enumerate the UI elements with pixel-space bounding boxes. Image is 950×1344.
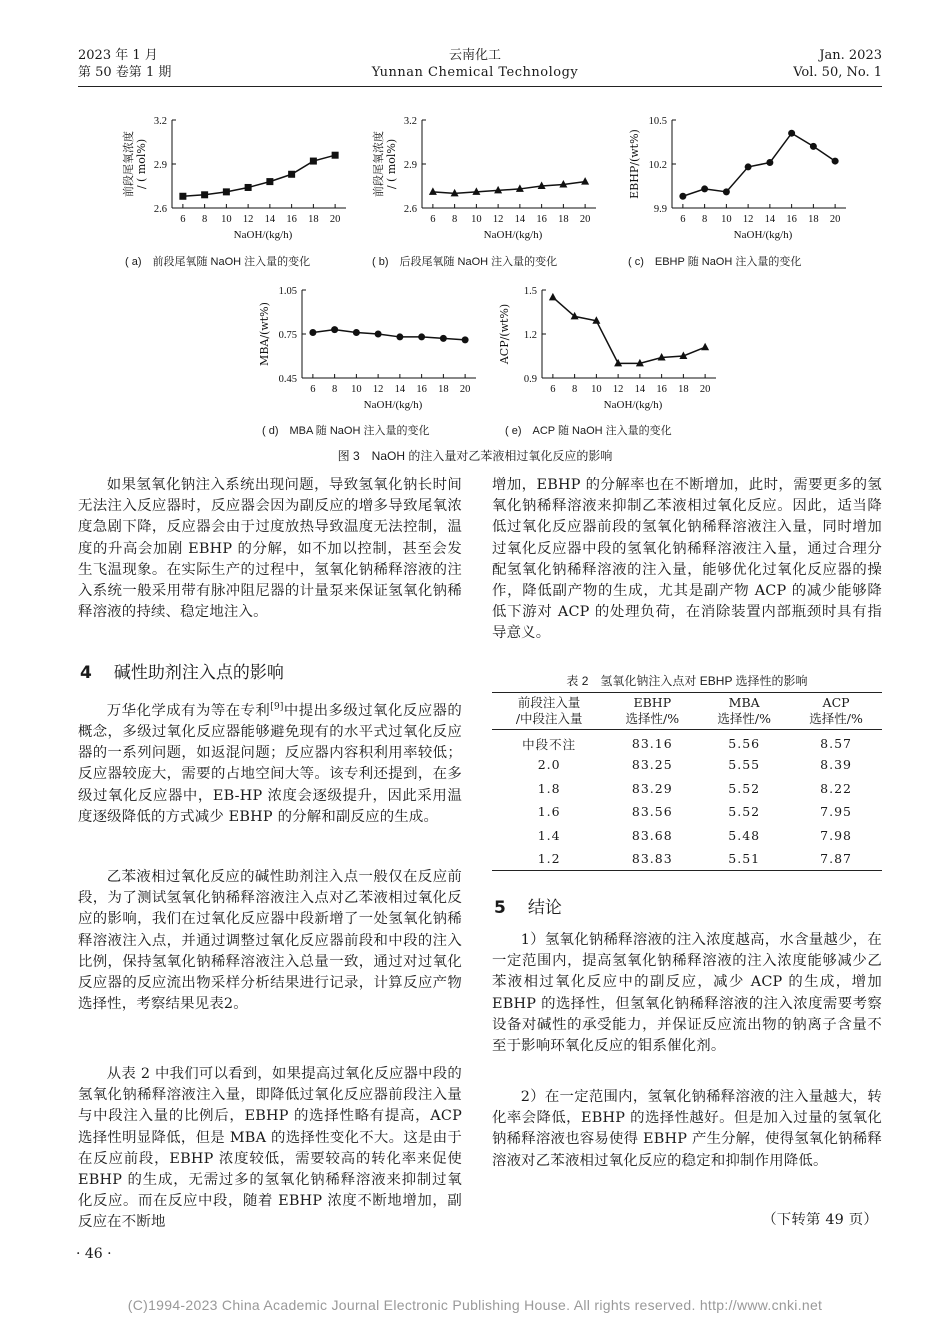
y-tick-label: 3.2 — [403, 116, 417, 127]
header-text: 选择性/% — [809, 711, 863, 726]
x-tick-label: 16 — [286, 214, 297, 225]
table-cell: 83.25 — [631, 757, 673, 773]
data-point — [266, 178, 273, 185]
table-row — [492, 847, 882, 871]
header-text: /中段注入量 — [515, 711, 583, 726]
chart-panel-e — [480, 280, 730, 420]
y-tick-label: 10.5 — [648, 116, 667, 127]
table-cell: 2.0 — [537, 757, 561, 773]
y-axis-label: MBA/(wt%) — [258, 302, 271, 366]
table-cell: 7.98 — [820, 827, 852, 843]
left-paragraph-2-rest: 中提出多级过氧化反应器的概念，多级过氧化反应器能够避免现有的水平式过氧化反应器的一系列问题，如返混问题；反应器内容积利用率较低；反应器较庞大，需要的占地空间大等。该专利还提到，在多级过氧化反应器中，EB-HP 浓度会逐级提升，因此采用温度逐级降低的方式减少 EBHP 的分解和副反应的生成。 — [78, 702, 463, 825]
x-tick-label: 18 — [678, 384, 689, 395]
left-paragraph-3: 乙苯液相过氧化反应的碱性助剂注入点一般仅在反应前段，为了测试氢氧化钠稀释溶液注入点对乙苯液相过氧化反应的影响，我们在过氧化反应器中段新增了一处氢氧化钠稀释溶液注入点，并通过调整过氧化反应器前段和中段的注入比例，保持氢氧化钠稀释溶液注入总量一致，通过对过氧化反应器的反应流出物采样分析结果进行记录，计算反应产物选择性，考察结果见表2。 — [78, 869, 462, 1013]
x-tick-label: 6 — [430, 214, 436, 225]
x-tick-label: 10 — [221, 214, 232, 225]
data-point — [332, 152, 339, 159]
table-cell: 7.87 — [790, 847, 882, 871]
table-cell: 中段不注 — [522, 736, 577, 752]
data-point — [832, 158, 839, 165]
chart-panel-b — [360, 110, 610, 250]
y-tick-label: 1.05 — [278, 286, 297, 297]
chart-a-svg — [110, 110, 360, 250]
right-paragraph-3: 2）在一定范围内，氢氧化钠稀释溶液的注入量越大，转化率会降低，EBHP 的选择性越好。但是加入过量的氢氧化钠稀释溶液也容易使得 EBHP 产生分解，使得氢氧化钠稀释溶液对乙苯液相过氧化反应的稳定和抑制作用降低。 — [492, 1089, 882, 1169]
x-tick-label: 16 — [786, 214, 797, 225]
x-tick-label: 20 — [829, 214, 841, 225]
left-paragraph-4: 从表 2 中我们可以看到，如果提高过氧化反应器中段的氢氧化钠稀释溶液注入量，即降低过氧化反应器前段注入量与中段注入量的比例后，EBHP 的选择性略有提高，ACP 选择性明显降低，但是 MBA 的选择性变化不大。这是由于在反应前段，EBHP 浓度较低，需要较高的转化率来促使 EBHP 的生成，无需过多的氢氧化钠稀释溶液来抑制过氧化反应。而在反应中段，随着 EBHP 浓度不断地增加，副反应在不断地 — [78, 1066, 462, 1231]
section-4-heading — [80, 658, 284, 683]
table-cell: 5.51 — [698, 847, 790, 871]
left-paragraph-2-text: 万华化学成有为等在专利 — [106, 702, 271, 719]
y-tick-label: 0.75 — [278, 330, 297, 341]
subcaption-e: ( e) ACP 随 NaOH 注入量的变化 — [505, 425, 672, 437]
x-axis-label: NaOH/(kg/h) — [483, 229, 543, 241]
figure-caption: 图 3 NaOH 的注入量对乙苯液相过氧化反应的影响 — [337, 449, 613, 463]
data-point — [701, 343, 709, 351]
x-axis-label: NaOH/(kg/h) — [603, 399, 663, 411]
x-tick-label: 10 — [721, 214, 732, 225]
header-date-en — [793, 47, 882, 81]
data-point — [679, 193, 686, 200]
y-tick-label: 1.2 — [523, 330, 537, 341]
chart-d-svg — [240, 280, 490, 420]
y-tick-label: 0.45 — [278, 374, 297, 385]
subcaption-a: ( a) 前段尾氧随 NaOH 注入量的变化 — [125, 256, 311, 268]
header-rule — [78, 86, 882, 87]
table-row — [492, 800, 882, 824]
data-point — [331, 326, 338, 333]
x-tick-label: 16 — [656, 384, 667, 395]
selectivity-table — [492, 692, 882, 871]
x-tick-label: 14 — [394, 384, 406, 395]
table-cell: 1.8 — [537, 780, 561, 796]
header-volume-cn: 第 50 卷第 1 期 — [78, 65, 172, 80]
data-point — [201, 191, 208, 198]
section-5-number: 5 — [494, 898, 506, 918]
header-month-en: Jan. 2023 — [819, 48, 882, 63]
subcaption-b: ( b) 后段尾氧随 NaOH 注入量的变化 — [372, 256, 558, 268]
table-header-mba — [698, 693, 790, 730]
data-point — [581, 177, 589, 185]
table-cell: 5.52 — [728, 780, 761, 796]
header-text: 选择性/% — [625, 711, 680, 726]
section-4-title: 碱性助剂注入点的影响 — [113, 663, 284, 683]
x-tick-label: 12 — [372, 384, 384, 395]
y-axis-label: 前段尾氧浓度 — [122, 131, 135, 197]
table-caption: 表 2 氢氧化钠注入点对 EBHP 选择性的影响 — [566, 674, 808, 688]
x-tick-label: 14 — [764, 214, 776, 225]
table-cell: 83.83 — [606, 847, 698, 871]
table-cell: 1.4 — [537, 827, 561, 843]
y-axis-label: ACP/(wt%) — [498, 303, 511, 365]
citation-ref: [9] — [270, 702, 284, 712]
x-tick-label: 8 — [572, 384, 578, 395]
table-header-acp — [790, 693, 882, 730]
right-paragraph-2: 1）氢氧化钠稀释溶液的注入浓度越高，水含量越少，在一定范围内，提高氢氧化钠稀释溶液的注入浓度能够减少乙苯液相过氧化反应中的副反应，减少 ACP 的生成，增加 EBHP 的选择性，但氢氧化钠稀释溶液的注入浓度需要考察设备对碱性的承受能力，并保证反应流出物的钠离子含量不至于影响环氧化反应的钼系催化剂。 — [492, 932, 882, 1055]
chart-b-svg — [360, 110, 610, 250]
data-point — [179, 193, 186, 200]
subcaption-c: ( c) EBHP 随 NaOH 注入量的变化 — [628, 256, 802, 268]
x-tick-label: 6 — [680, 214, 686, 225]
table-cell: 5.48 — [728, 827, 761, 843]
data-point — [375, 331, 382, 338]
x-tick-label: 14 — [514, 214, 526, 225]
header-date-cn: 2023 年 1 月 — [78, 48, 158, 63]
section-4-number: 4 — [80, 663, 92, 683]
table-header-ebhp — [606, 693, 698, 730]
data-point — [723, 188, 730, 195]
journal-name-en: Yunnan Chemical Technology — [371, 65, 579, 80]
right-paragraph-1: 增加，EBHP 的分解率也在不断增加，此时，需要更多的氢氧化钠稀释溶液来抑制乙苯液相过氧化反应。因此，适当降低过氧化反应器前段的氢氧化钠稀释溶液注入量，同时增加过氧化反应器中段的氢氧化钠稀释溶液注入量，通过合理分配氢氧化钠稀释溶液的注入量，能够优化过氧化反应器的操作，降低副产物的生成，尤其是副产物 ACP 的减少能够降低下游对 ACP 的处理负荷，在消除装置内部瓶颈时具有指导意义。 — [492, 477, 882, 642]
x-tick-label: 12 — [492, 214, 504, 225]
chart-panel-d — [240, 280, 490, 420]
x-tick-label: 8 — [332, 384, 338, 395]
data-point — [353, 329, 360, 336]
x-tick-label: 18 — [808, 214, 819, 225]
header-text: 选择性/% — [717, 711, 771, 726]
x-axis-label: NaOH/(kg/h) — [733, 229, 793, 241]
x-tick-label: 8 — [452, 214, 458, 225]
section-5-heading — [494, 893, 562, 918]
x-tick-label: 12 — [612, 384, 624, 395]
y-tick-label: 2.9 — [153, 160, 167, 171]
x-tick-label: 16 — [536, 214, 547, 225]
x-tick-label: 20 — [579, 214, 591, 225]
y-axis-label: 前段尾氧浓度 — [372, 131, 385, 197]
header-text: ACP — [822, 695, 850, 710]
header-text: MBA — [728, 695, 760, 710]
table-cell: 7.95 — [820, 804, 852, 820]
y-tick-label: 9.9 — [653, 204, 667, 215]
journal-name-cn: 云南化工 — [448, 48, 501, 63]
table-cell: 83.68 — [631, 827, 673, 843]
x-tick-label: 12 — [242, 214, 254, 225]
y-tick-label: 0.9 — [523, 374, 537, 385]
x-tick-label: 20 — [459, 384, 471, 395]
x-tick-label: 8 — [702, 214, 708, 225]
x-tick-label: 18 — [308, 214, 319, 225]
copyright-footer: (C)1994-2023 China Academic Journal Electronic Publishing House. All rights reserved. http://www.cnki.net — [127, 1297, 823, 1313]
data-point — [429, 187, 437, 195]
table-cell: 8.57 — [820, 736, 852, 751]
y-tick-label: 1.5 — [523, 286, 537, 297]
x-tick-label: 6 — [310, 384, 316, 395]
x-tick-label: 16 — [416, 384, 427, 395]
chart-panel-a — [110, 110, 360, 250]
data-point — [549, 293, 557, 301]
data-point — [245, 184, 252, 191]
data-point — [766, 159, 773, 166]
header-text: EBHP — [633, 695, 672, 710]
table-header-injection — [492, 693, 606, 730]
table-row — [492, 753, 882, 777]
table-cell: 83.16 — [631, 736, 673, 751]
x-tick-label: 10 — [351, 384, 362, 395]
table-cell: 5.56 — [728, 736, 761, 751]
x-tick-label: 6 — [180, 214, 186, 225]
y-axis-label: / ( mol%) — [135, 138, 148, 190]
x-tick-label: 20 — [329, 214, 341, 225]
page-number: · 46 · — [76, 1246, 112, 1262]
x-axis-label: NaOH/(kg/h) — [233, 229, 293, 241]
x-tick-label: 18 — [438, 384, 449, 395]
data-point — [440, 335, 447, 342]
x-axis-label: NaOH/(kg/h) — [363, 399, 423, 411]
y-tick-label: 3.2 — [153, 116, 167, 127]
data-point — [396, 333, 403, 340]
left-paragraph-2 — [78, 697, 462, 828]
y-tick-label: 2.6 — [403, 204, 417, 215]
data-point — [810, 143, 817, 150]
left-paragraph-1: 如果氢氧化钠注入系统出现问题，导致氢氧化钠长时间无法注入反应器时，反应器会因为副反应的增多导致尾氧浓度急剧下降，反应器会由于过度放热导致温度无法控制，温度的升高会加剧 EBHP 的分解，如不加以控制，甚至会发生飞温现象。在实际生产的过程中，氢氧化钠稀释溶液的注入系统一般采用带有脉冲阻尼器的计量泵来保证氢氧化钠稀释溶液的持续、稳定地注入。 — [78, 477, 462, 621]
subcaption-d: ( d) MBA 随 NaOH 注入量的变化 — [262, 425, 430, 437]
x-tick-label: 10 — [591, 384, 602, 395]
data-point — [462, 336, 469, 343]
table-row — [492, 777, 882, 801]
table-row — [492, 824, 882, 848]
data-point — [310, 158, 317, 165]
data-point — [701, 185, 708, 192]
chart-panel-c — [610, 110, 860, 250]
data-point — [788, 130, 795, 137]
data-point — [288, 171, 295, 178]
continued-note: （下转第 49 页） — [762, 1212, 878, 1228]
header-volume-en: Vol. 50, No. 1 — [793, 65, 882, 80]
chart-c-svg — [610, 110, 860, 250]
table-cell: 1.6 — [537, 804, 561, 820]
x-tick-label: 20 — [699, 384, 711, 395]
table-cell: 1.2 — [492, 847, 606, 871]
table-header-row — [492, 693, 882, 730]
x-tick-label: 8 — [202, 214, 208, 225]
x-tick-label: 18 — [558, 214, 569, 225]
header-text: 前段注入量 — [517, 695, 581, 710]
table-cell: 83.56 — [631, 804, 673, 820]
data-point — [223, 188, 230, 195]
table-cell: 8.39 — [820, 757, 852, 773]
data-point — [418, 333, 425, 340]
data-point — [745, 163, 752, 170]
x-tick-label: 14 — [634, 384, 646, 395]
x-tick-label: 6 — [550, 384, 556, 395]
y-axis-label: / ( mol%) — [385, 138, 398, 190]
table-cell: 83.29 — [631, 780, 673, 796]
table-cell: 8.22 — [820, 780, 852, 796]
x-tick-label: 12 — [742, 214, 754, 225]
x-tick-label: 14 — [264, 214, 276, 225]
chart-e-svg — [480, 280, 730, 420]
data-point — [309, 329, 316, 336]
series-line — [553, 297, 705, 363]
table-row — [492, 730, 882, 754]
section-5-title: 结论 — [527, 898, 562, 918]
table-cell: 5.52 — [728, 804, 761, 820]
table-cell: 5.55 — [728, 757, 761, 773]
y-tick-label: 2.9 — [403, 160, 417, 171]
y-axis-label: EBHP/(wt%) — [628, 129, 641, 199]
x-tick-label: 10 — [471, 214, 482, 225]
y-tick-label: 10.2 — [648, 160, 667, 171]
y-tick-label: 2.6 — [153, 204, 167, 215]
